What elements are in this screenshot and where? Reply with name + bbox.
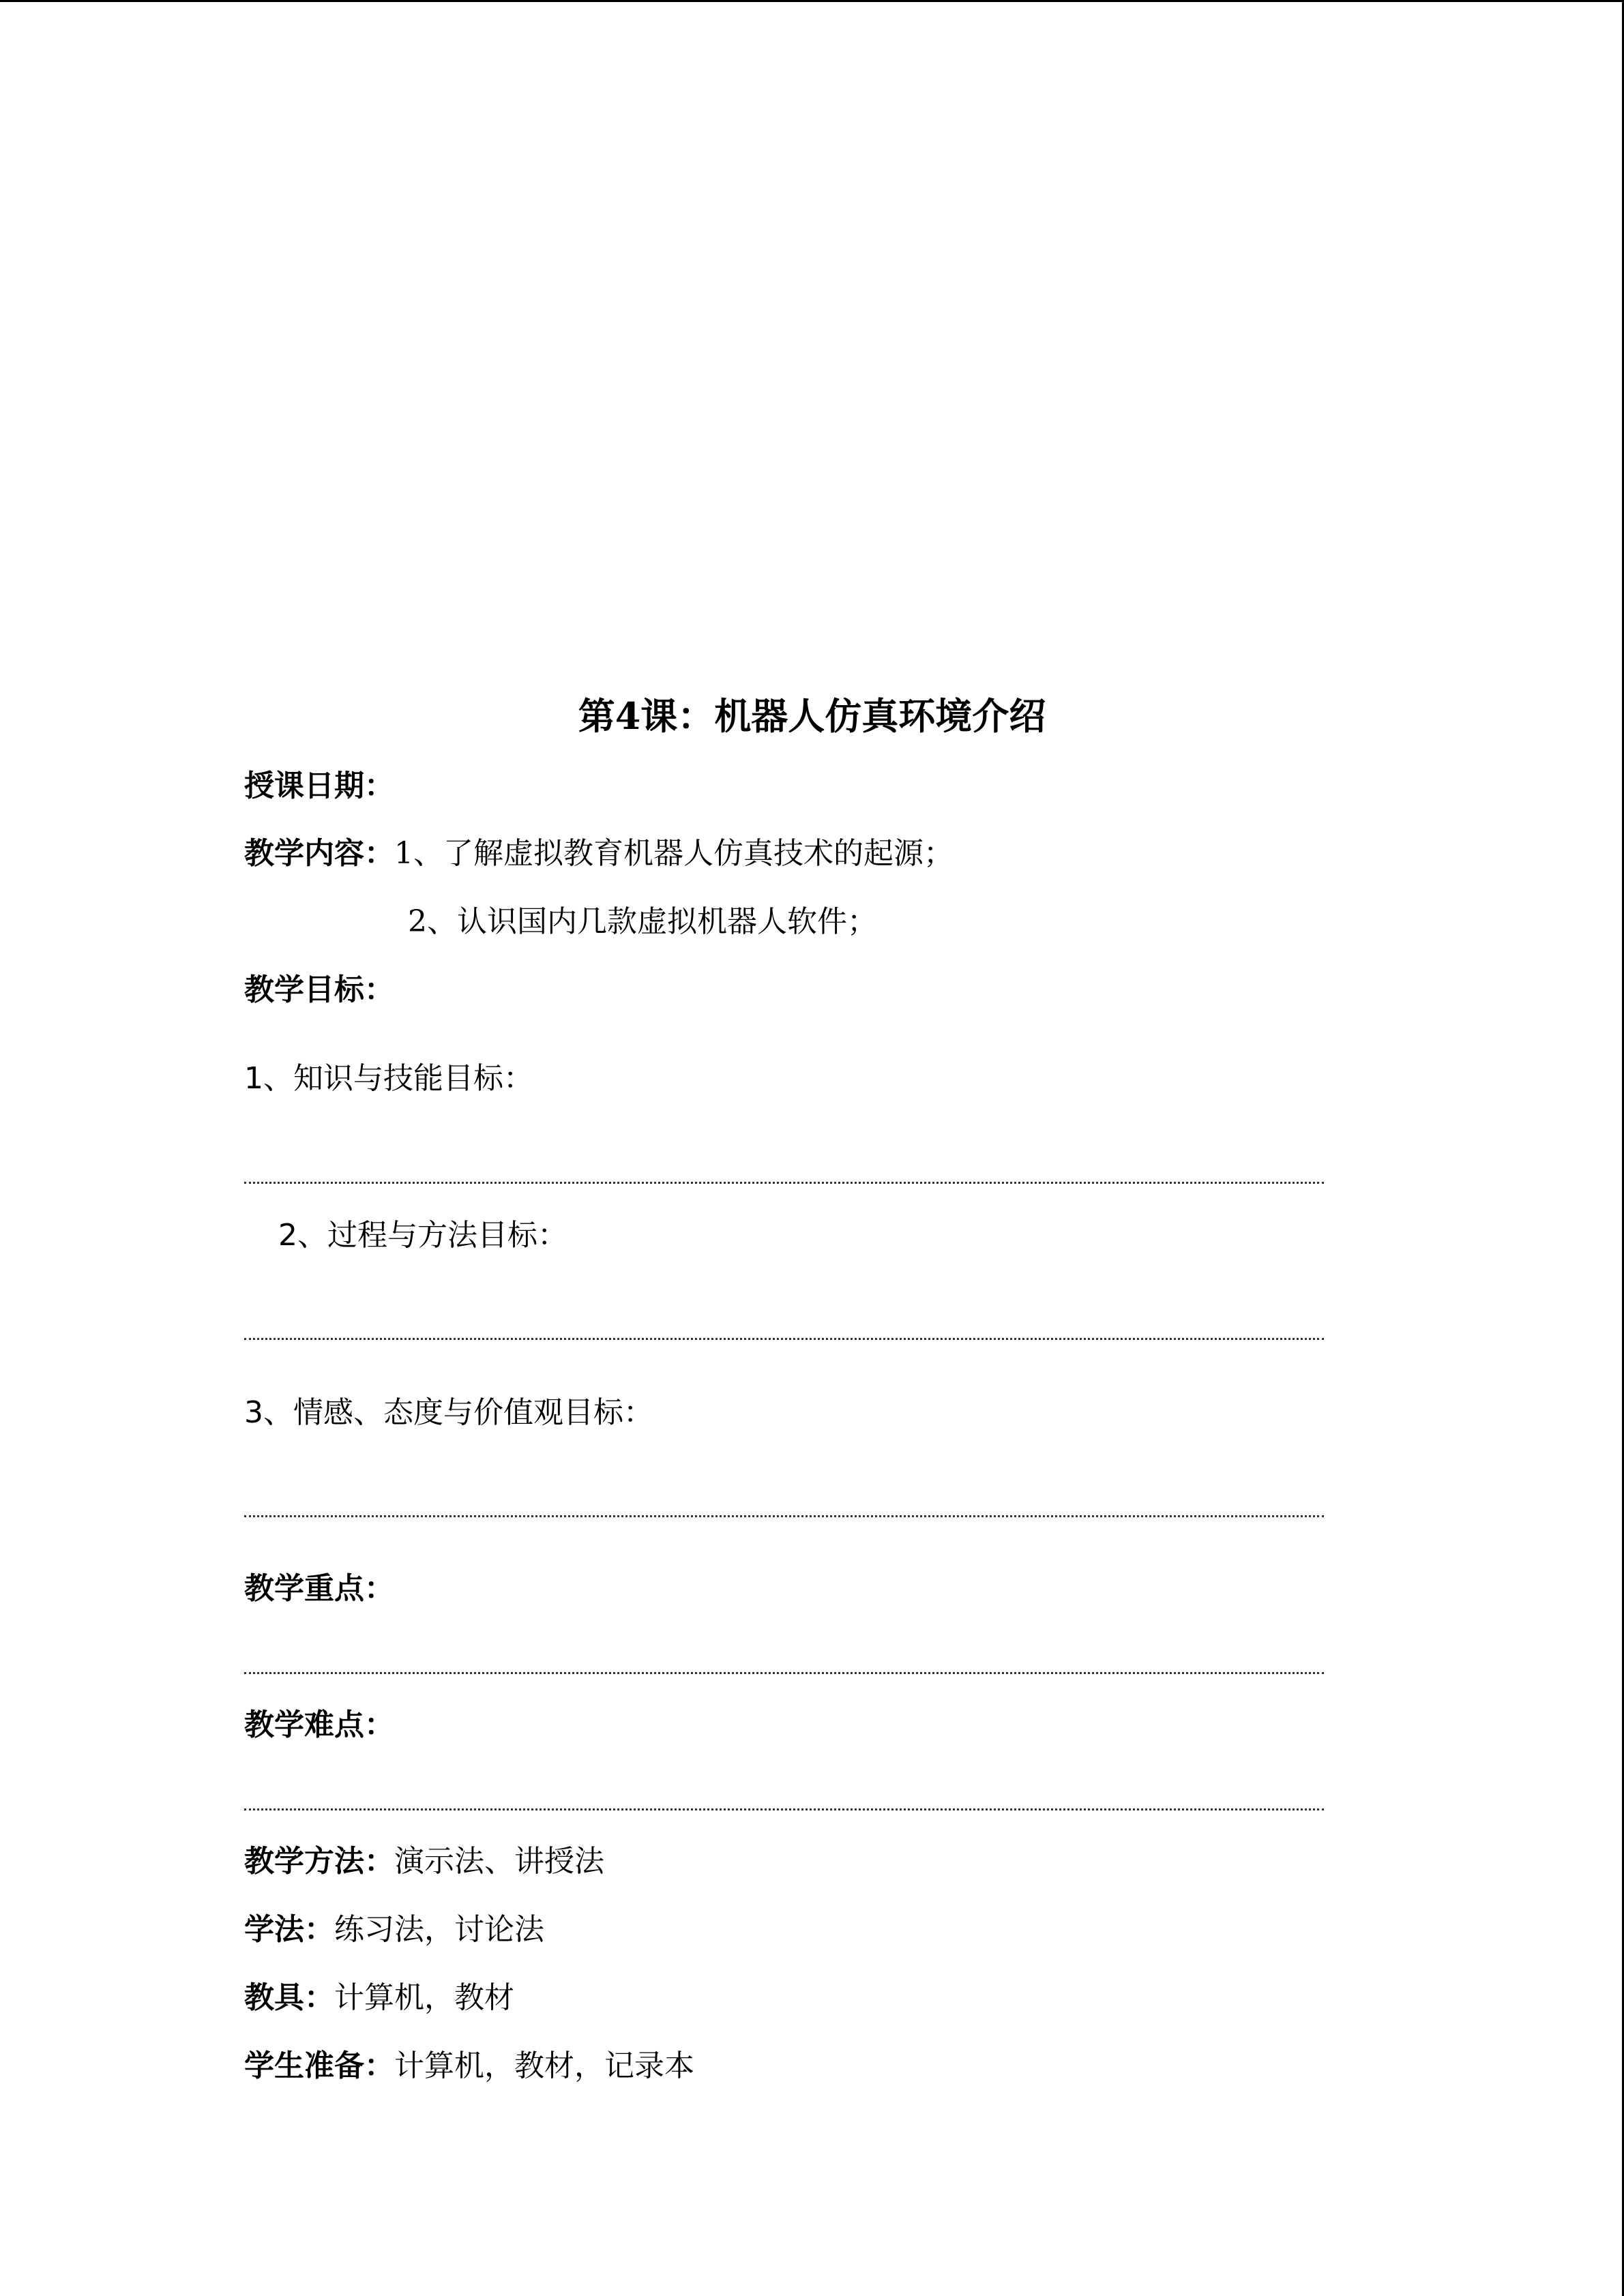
- method-row: [244, 1840, 604, 1883]
- key-points-row: [244, 1567, 394, 1611]
- content-label: 教学内容：: [244, 836, 394, 871]
- content-row-2: [408, 900, 877, 944]
- difficulties-row: [244, 1703, 394, 1747]
- goal-item-attitude: 3、情感、态度与价值观目标：: [244, 1395, 653, 1430]
- teaching-aids-row: [244, 1976, 514, 2020]
- blank-line-key-points: [244, 1672, 1324, 1674]
- goals-label: 教学目标：: [244, 972, 394, 1007]
- student-prep-value: 计算机，教材，记录本: [394, 2048, 694, 2083]
- content-item-1: 1、了解虚拟教育机器人仿真技术的起源；: [394, 836, 954, 871]
- method-label: 教学方法：: [244, 1844, 394, 1879]
- teaching-aids-value: 计算机，教材: [334, 1980, 514, 2015]
- blank-line-difficulties: [244, 1808, 1324, 1810]
- blank-line-process: [244, 1338, 1324, 1340]
- difficulties-label: 教学难点：: [244, 1708, 394, 1742]
- blank-line-attitude: [244, 1515, 1324, 1517]
- content-item-2: 2、认识国内几款虚拟机器人软件；: [408, 904, 877, 939]
- goal-item-knowledge: 1、知识与技能目标：: [244, 1061, 533, 1096]
- date-row: [244, 764, 394, 808]
- blank-line-knowledge: [244, 1182, 1324, 1184]
- goals-row: [244, 968, 394, 1012]
- teaching-aids-label: 教具：: [244, 1980, 334, 2015]
- student-prep-row: [244, 2044, 694, 2088]
- goal-item-process: 2、过程与方法目标：: [278, 1218, 567, 1253]
- key-points-label: 教学重点：: [244, 1571, 394, 1606]
- learning-method-label: 学法：: [244, 1912, 334, 1947]
- lesson-title: 第4课：机器人仿真环境介绍: [578, 694, 1046, 738]
- learning-method-row: [244, 1908, 544, 1952]
- learning-method-value: 练习法，讨论法: [334, 1912, 544, 1947]
- student-prep-label: 学生准备：: [244, 2048, 394, 2083]
- content-row: [244, 832, 954, 876]
- date-label: 授课日期：: [244, 769, 394, 803]
- page-border-top: [0, 0, 1624, 2]
- method-value: 演示法、讲授法: [394, 1844, 604, 1879]
